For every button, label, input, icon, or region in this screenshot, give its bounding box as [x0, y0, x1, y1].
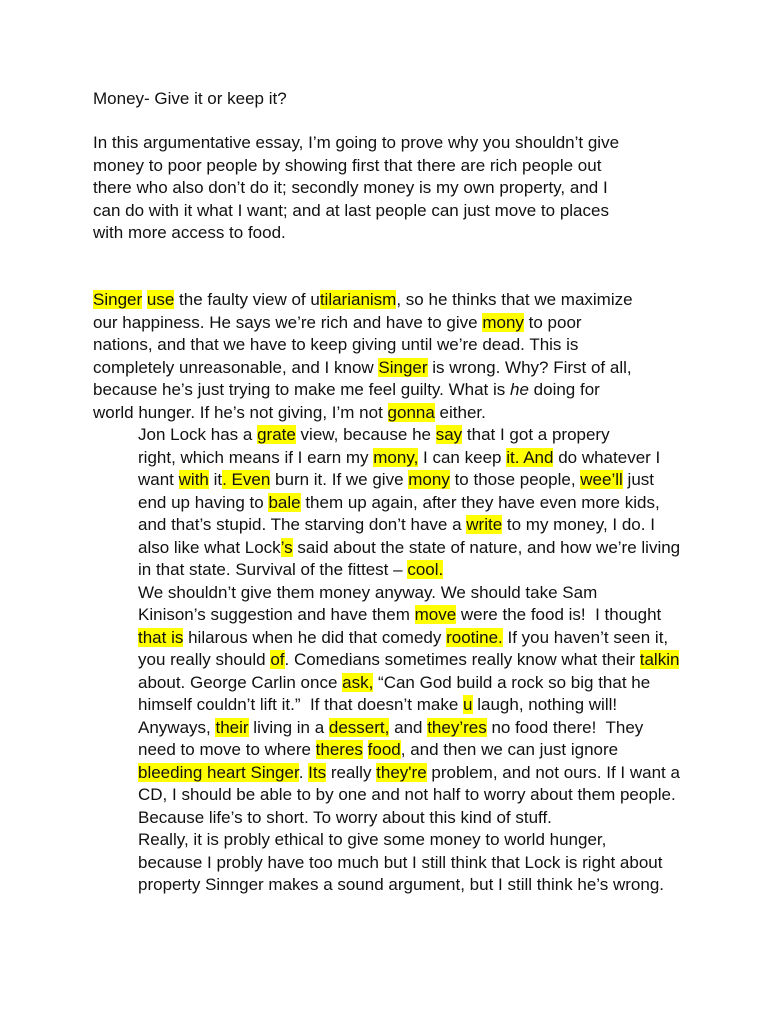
- highlighted-error: tilarianism: [319, 290, 397, 309]
- text-run: doing for: [528, 380, 600, 399]
- text-run: . Comedians sometimes really know what their: [284, 650, 640, 669]
- highlighted-error: dessert,: [328, 717, 390, 737]
- text-run: , and then we can just ignore: [400, 740, 619, 759]
- highlighted-error: Its: [308, 762, 327, 782]
- highlighted-error: bleeding heart Singer: [138, 762, 299, 782]
- highlighted-error: ’s: [280, 537, 293, 557]
- text-line: [93, 807, 693, 830]
- text-line: [93, 649, 693, 672]
- text-run: and that’s stupid. The starving don’t have a: [138, 515, 467, 534]
- document-title: Money- Give it or keep it?: [93, 89, 287, 108]
- text-run: that I got a propery: [462, 425, 610, 444]
- italic-text: he: [510, 380, 529, 399]
- text-line: [93, 492, 693, 515]
- text-line: [93, 177, 693, 200]
- text-line: [93, 829, 693, 852]
- text-run: do whatever I: [553, 447, 661, 467]
- text-line: [93, 469, 693, 492]
- text-line: [93, 694, 693, 717]
- text-run: problem, and not ours. If I want a: [426, 762, 680, 782]
- text-run: We shouldn’t give them money anyway. We should take Sam: [138, 582, 598, 602]
- essay-paragraph: [93, 582, 693, 830]
- text-run: Because life’s to short. To worry about this kind of stuff.: [138, 807, 552, 827]
- text-line: [93, 402, 693, 425]
- text-line: [93, 379, 693, 402]
- highlighted-error: they're: [376, 762, 427, 782]
- highlighted-error: u: [463, 695, 473, 714]
- text-line: [93, 559, 693, 582]
- text-line: [93, 312, 693, 335]
- text-run: completely unreasonable, and I know: [93, 357, 379, 377]
- text-line: [93, 784, 693, 807]
- highlighted-error: of: [270, 650, 285, 669]
- highlighted-error: ask,: [342, 672, 374, 692]
- text-run: CD, I should be able to by one and not half to worry about them people.: [138, 785, 676, 804]
- text-line: [93, 357, 693, 380]
- text-run: because he’s just trying to make me feel guilty. What is: [93, 380, 511, 399]
- text-run: world hunger. If he’s not giving, I’m not: [93, 402, 388, 422]
- essay-paragraph: [93, 424, 693, 582]
- text-run: Kinison’s suggestion and have them: [138, 605, 415, 624]
- highlighted-error: theres: [315, 740, 363, 759]
- text-run: I can keep: [418, 447, 507, 467]
- text-run: need to move to where: [138, 740, 316, 759]
- text-run: said about the state of nature, and how we’re living: [292, 537, 681, 557]
- highlighted-error: grate: [257, 425, 296, 444]
- text-line: [93, 874, 693, 897]
- text-line: [93, 739, 693, 762]
- text-run: If you haven’t seen it,: [502, 627, 669, 647]
- text-line: [93, 289, 693, 312]
- text-line: [93, 852, 693, 875]
- text-run: burn it. If we give: [270, 470, 409, 489]
- highlighted-error: write: [466, 515, 503, 534]
- highlighted-error: food: [367, 740, 401, 759]
- text-run: to poor: [523, 312, 582, 332]
- text-run: and: [389, 717, 428, 737]
- text-line: [93, 132, 693, 155]
- text-run: because I probly have too much but I still think that Lock is right about: [138, 852, 663, 872]
- text-run: no food there! They: [486, 717, 644, 737]
- text-run: really: [326, 762, 377, 782]
- text-run: laugh, nothing will!: [472, 695, 618, 714]
- text-run: just: [622, 470, 654, 489]
- text-line: [93, 537, 693, 560]
- highlighted-error: bale: [268, 492, 301, 512]
- text-run: money to poor people by showing first that there are rich people out: [93, 155, 602, 175]
- intro-paragraph: [93, 132, 693, 245]
- text-run: you really should: [138, 650, 271, 669]
- text-run: property Sinnger makes a sound argument, but I still think he’s wrong.: [138, 875, 665, 894]
- essay-paragraph: [93, 829, 693, 897]
- highlighted-error: rootine.: [446, 627, 503, 647]
- text-run: the faulty view of u: [174, 290, 320, 309]
- text-run: Jon Lock has a: [138, 425, 258, 444]
- text-line: [93, 514, 693, 537]
- highlighted-error: talkin: [639, 650, 680, 669]
- text-run: want: [138, 470, 179, 489]
- highlighted-error: gonna: [387, 402, 435, 422]
- text-run: in that state. Survival of the fittest –: [138, 560, 408, 579]
- highlighted-error: mony: [482, 312, 524, 332]
- text-line: [93, 627, 693, 650]
- text-run: with more access to food.: [93, 223, 286, 243]
- text-run: to my money, I do. I: [502, 515, 655, 534]
- highlighted-error: cool.: [407, 560, 444, 579]
- highlighted-error: . Even: [222, 470, 271, 489]
- text-line: [93, 155, 693, 178]
- highlighted-error: their: [215, 717, 249, 737]
- text-line: [93, 447, 693, 470]
- highlighted-error: mony,: [373, 447, 419, 467]
- text-line: [93, 717, 693, 740]
- highlighted-error: it. And: [506, 447, 554, 467]
- highlighted-error: that is: [138, 627, 184, 647]
- highlighted-error: with: [178, 470, 209, 489]
- text-run: about. George Carlin once: [138, 672, 343, 692]
- text-run: them up again, after they have even more kids,: [300, 492, 660, 512]
- text-run: himself couldn’t lift it.” If that doesn’t make: [138, 695, 464, 714]
- highlighted-error: mony: [408, 470, 450, 489]
- text-run: .: [298, 762, 309, 782]
- text-run: hilarous when he did that comedy: [183, 627, 447, 647]
- text-run: were the food is! I thought: [456, 605, 662, 624]
- text-line: [93, 582, 693, 605]
- text-run: , so he thinks that we maximize: [396, 290, 633, 309]
- text-run: to those people,: [449, 470, 581, 489]
- highlighted-error: move: [414, 605, 457, 624]
- text-run: can do with it what I want; and at last people can just move to places: [93, 200, 609, 220]
- text-run: is wrong. Why? First of all,: [427, 357, 632, 377]
- text-run: view, because he: [295, 425, 436, 444]
- text-run: In this argumentative essay, I’m going to prove why you shouldn’t give: [93, 133, 620, 152]
- text-run: living in a: [248, 717, 329, 737]
- text-line: [93, 334, 693, 357]
- highlighted-error: wee’ll: [580, 470, 623, 489]
- text-run: it: [208, 470, 223, 489]
- highlighted-error: they’res: [427, 717, 487, 737]
- essay-body: [93, 289, 693, 897]
- text-run: nations, and that we have to keep giving until we’re dead. This is: [93, 335, 579, 354]
- highlighted-error: say: [435, 425, 463, 444]
- text-run: also like what Lock: [138, 537, 281, 557]
- highlighted-error: Singer: [378, 357, 428, 377]
- text-run: end up having to: [138, 492, 269, 512]
- text-line: [93, 604, 693, 627]
- text-run: Anyways,: [138, 717, 216, 737]
- text-run: our happiness. He says we’re rich and have to give: [93, 312, 483, 332]
- text-line: [93, 672, 693, 695]
- essay-paragraph: [93, 289, 693, 424]
- highlighted-error: Singer: [93, 290, 143, 309]
- text-run: [363, 740, 368, 759]
- text-line: [93, 762, 693, 785]
- text-line: [93, 200, 693, 223]
- text-line: [93, 222, 693, 245]
- text-run: right, which means if I earn my: [138, 447, 374, 467]
- text-run: either.: [434, 402, 486, 422]
- highlighted-error: use: [146, 290, 175, 309]
- text-run: “Can God build a rock so big that he: [373, 672, 651, 692]
- text-run: Really, it is probly ethical to give some money to world hunger,: [138, 830, 607, 849]
- text-run: there who also don’t do it; secondly money is my own property, and I: [93, 178, 608, 198]
- text-line: [93, 424, 693, 447]
